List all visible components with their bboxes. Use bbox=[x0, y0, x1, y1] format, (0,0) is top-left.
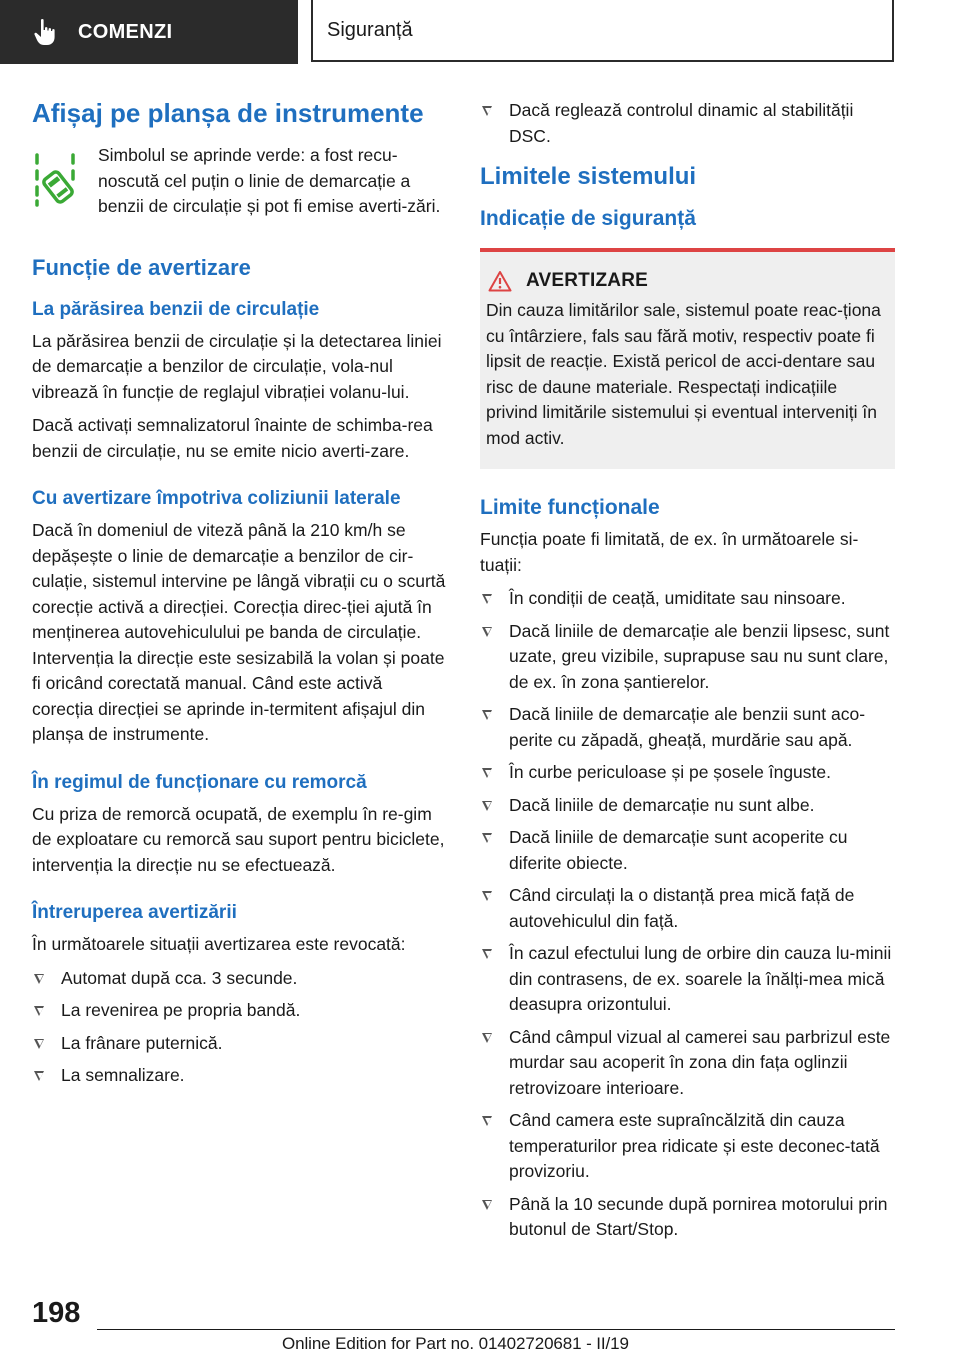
header-section-tab[interactable] bbox=[0, 0, 298, 64]
header-section-label: COMENZI bbox=[78, 20, 173, 43]
list-item: Când câmpul vizual al camerei sau parbrizul este murdar sau acoperit în zona din fața oglinzii retrovizoare interioare. bbox=[480, 1025, 895, 1102]
list-item: Dacă liniile de demarcație ale benzii sunt aco‐perite cu zăpadă, gheață, murdărie sau apă. bbox=[480, 702, 895, 753]
paragraph-side-collision: Dacă în domeniul de viteză până la 210 km/h se depășește o linie de demarcație a benzilor de cir‐culație, sistemul intervine pe lângă vibrații cu o scurtă corecție activă a direcției. Corecția direc‐ției ajută în menținerea autovehiculului pe banda de circulație. Intervenția la direcție este sesizabilă la volan și poate fi oricând corectată manual. Când este activă corecția direcției se aprinde in‐termitent afișajul din planșa de instrumente. bbox=[32, 520, 446, 744]
list-item: În condiții de ceață, umiditate sau ninsoare. bbox=[480, 586, 895, 612]
list-item: În cazul efectului lung de orbire din cauza lu‐minii din contrasens, de ex. soarele la înălți‐mea mică deasupra orizontului. bbox=[480, 941, 895, 1018]
list-item: Când circulați la o distanță prea mică față de autovehiculul din față. bbox=[480, 883, 895, 934]
paragraph-functional-limits: Funcția poate fi limitată, de ex. în următoarele si‐tuații: bbox=[480, 529, 859, 575]
list-item: Dacă liniile de demarcație ale benzii lipsesc, sunt uzate, greu vizibile, suprapuse sau nu sunt clare, de ex. în zona șantierelor. bbox=[480, 619, 895, 696]
footer-edition: Online Edition for Part no. 01402720681 - II/19 bbox=[282, 1334, 629, 1353]
heading-trailer-mode: În regimul de funcționare cu remorcă bbox=[32, 771, 367, 793]
paragraph-lane-leaving-2: Dacă activați semnalizatorul înainte de schimba‐rea benzii de circulație, nu se emite nicio averti‐zare. bbox=[32, 415, 433, 461]
list-item: Automat după cca. 3 secunde. bbox=[32, 966, 447, 992]
warning-triangle-icon bbox=[488, 270, 512, 292]
list-item: Când camera este supraîncălzită din cauza temperaturilor prea ridicate și este deconec‐tată provizoriu. bbox=[480, 1108, 895, 1185]
list-item: La frânare puternică. bbox=[32, 1031, 447, 1057]
section-title-display: Afișaj pe planșa de instrumente bbox=[32, 98, 424, 128]
header-chapter-label: Siguranță bbox=[327, 18, 413, 41]
warning-box bbox=[480, 248, 895, 469]
hand-pointer-icon bbox=[30, 17, 60, 47]
icon-description: Simbolul se aprinde verde: a fost recu‐noscută cel puțin o linie de demarcație a benzii de circulație și pot fi emise averti‐zări. bbox=[98, 145, 441, 216]
right-column bbox=[480, 98, 895, 1251]
list-item: Până la 10 secunde după pornirea motorului prin butonul de Start/Stop. bbox=[480, 1192, 895, 1243]
paragraph-interrupt: În următoarele situații avertizarea este revocată: bbox=[32, 934, 406, 954]
lane-departure-icon bbox=[32, 149, 78, 209]
warning-text: Din cauza limitărilor sale, sistemul poate reac‐ționa cu întârziere, fals sau fără motiv, respectiv poate fi lipsit de reacție. Există pericol de acci‐dentare sau risc de daune materiale. Respectați indicațiile privind limitările sistemului și eventual interveniți în mod activ. bbox=[486, 300, 881, 448]
page-number: 198 bbox=[32, 1297, 81, 1329]
footer-divider bbox=[97, 1329, 895, 1330]
header-chapter-tab[interactable] bbox=[311, 0, 894, 62]
warning-title: AVERTIZARE bbox=[526, 270, 648, 291]
heading-lane-leaving: La părăsirea benzii de circulație bbox=[32, 298, 320, 320]
heading-warning-function: Funcție de avertizare bbox=[32, 254, 251, 280]
heading-side-collision: Cu avertizare împotriva coliziunii laterale bbox=[32, 488, 401, 509]
interrupt-list bbox=[32, 966, 447, 1089]
heading-interrupt-warning: Întreruperea avertizării bbox=[32, 902, 237, 923]
paragraph-trailer-mode: Cu priza de remorcă ocupată, de exemplu în re‐gim de exploatare cu remorcă sau suport pentru biciclete, intervenția la direcție nu se efectuează. bbox=[32, 803, 445, 875]
list-item: Dacă liniile de demarcație nu sunt albe. bbox=[480, 793, 895, 819]
continued-list bbox=[480, 98, 895, 149]
left-column bbox=[32, 98, 447, 1097]
list-item: La semnalizare. bbox=[32, 1063, 447, 1089]
heading-safety-note: Indicație de siguranță bbox=[480, 207, 696, 230]
icon-explanation bbox=[32, 143, 447, 228]
heading-system-limits: Limitele sistemului bbox=[480, 163, 697, 190]
warning-header bbox=[486, 270, 887, 292]
list-item: În curbe periculoase și pe șosele înguste. bbox=[480, 760, 895, 786]
functional-limits-list bbox=[480, 586, 895, 1243]
list-item: Dacă liniile de demarcație sunt acoperite cu diferite obiecte. bbox=[480, 825, 895, 876]
heading-functional-limits: Limite funcționale bbox=[480, 496, 660, 519]
list-item: Dacă reglează controlul dinamic al stabilității DSC. bbox=[480, 98, 895, 149]
paragraph-lane-leaving-1: La părăsirea benzii de circulație și la detectarea liniei de demarcație a benzilor de circulație, vola‐nul vibrează în funcție de reglajul vibrației volanu‐lui. bbox=[32, 330, 442, 402]
list-item: La revenirea pe propria bandă. bbox=[32, 998, 447, 1024]
